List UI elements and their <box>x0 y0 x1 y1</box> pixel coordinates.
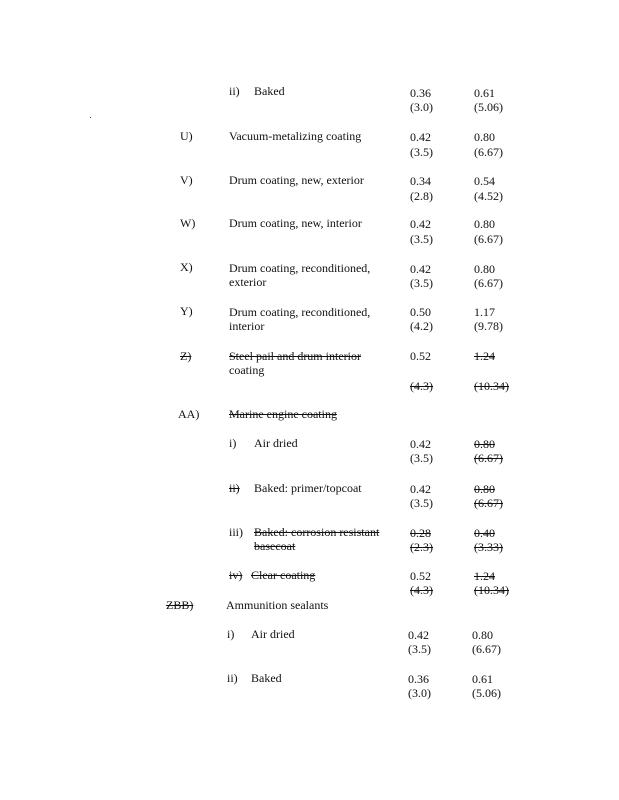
row-value-2: 1.24 <box>474 569 495 583</box>
row-description: Drum coating, reconditioned, <box>229 305 371 319</box>
row-value-1: 0.28 <box>410 526 431 540</box>
row-value-1-metric: (3.5) <box>410 496 433 510</box>
row-description: Marine engine coating <box>229 407 337 421</box>
row-value-2: 0.80 <box>474 217 495 231</box>
row-value-1-metric: (4.2) <box>410 319 433 333</box>
row-value-1-metric: (3.5) <box>408 642 431 656</box>
row-value-2-metric: (5.06) <box>472 686 501 700</box>
row-sub-label: i) <box>227 627 235 641</box>
row-description: Baked <box>254 84 285 98</box>
row-value-2: 0.80 <box>474 437 495 451</box>
row-description-cont: exterior <box>229 275 267 289</box>
row-description: Air dried <box>254 436 298 450</box>
row-value-2-metric: (9.78) <box>474 319 503 333</box>
row-value-2: 0.80 <box>474 482 495 496</box>
row-value-1-metric: (3.0) <box>408 686 431 700</box>
row-letter: ZBB) <box>166 598 194 612</box>
row-value-2-metric: (6.67) <box>472 642 501 656</box>
row-value-1-metric: (3.5) <box>410 451 433 465</box>
row-description-cont: coating <box>229 363 265 377</box>
row-value-2: 0.40 <box>474 526 495 540</box>
row-description: Drum coating, new, interior <box>229 216 362 230</box>
row-description: Baked: primer/topcoat <box>254 481 362 495</box>
row-value-2: 0.80 <box>474 262 495 276</box>
row-letter: V) <box>180 173 193 187</box>
row-value-1: 0.42 <box>408 628 429 642</box>
row-letter: W) <box>180 216 196 230</box>
row-value-1: 0.50 <box>410 305 431 319</box>
row-sub-label: iii) <box>229 525 243 539</box>
row-letter: U) <box>180 129 193 143</box>
row-description: Ammunition sealants <box>226 598 329 612</box>
row-description: Drum coating, new, exterior <box>229 173 364 187</box>
row-value-2-metric: (6.67) <box>474 276 503 290</box>
row-value-2: 0.54 <box>474 174 495 188</box>
row-value-2: 0.80 <box>472 628 493 642</box>
row-value-2: 1.24 <box>474 349 495 363</box>
row-value-2: 0.61 <box>472 672 493 686</box>
row-value-1: 0.42 <box>410 437 431 451</box>
row-letter: Y) <box>180 304 193 318</box>
row-value-2-metric: (3.33) <box>474 540 503 554</box>
row-description: Drum coating, reconditioned, <box>229 261 371 275</box>
row-description: Baked <box>251 671 282 685</box>
row-description: Steel pail and drum interior <box>229 349 361 363</box>
row-value-1: 0.42 <box>410 482 431 496</box>
row-letter: X) <box>180 260 193 274</box>
row-value-1: 0.42 <box>410 262 431 276</box>
row-description: Clear coating <box>251 568 316 582</box>
row-value-2: 0.61 <box>474 86 495 100</box>
row-value-2: 0.80 <box>474 130 495 144</box>
row-value-1-metric: (2.3) <box>410 540 433 554</box>
row-description: Vacuum-metalizing coating <box>229 129 362 143</box>
row-value-1: 0.42 <box>410 130 431 144</box>
row-value-2-metric: (6.67) <box>474 145 503 159</box>
row-value-1-metric: (4.3) <box>410 379 433 393</box>
row-letter: Z) <box>180 349 192 363</box>
row-letter: AA) <box>178 407 200 421</box>
row-description: Baked: corrosion resistant <box>254 525 380 539</box>
row-value-2-metric: (10.34) <box>474 583 509 597</box>
row-value-2-metric: (4.52) <box>474 189 503 203</box>
row-sub-label: ii) <box>229 481 240 495</box>
row-sub-label: iv) <box>229 568 243 582</box>
row-value-2: 1.17 <box>474 305 495 319</box>
stray-mark <box>90 117 91 118</box>
row-sub-label: ii) <box>229 84 240 98</box>
row-value-1: 0.52 <box>410 349 431 363</box>
row-sub-label: ii) <box>227 671 238 685</box>
row-value-1-metric: (3.5) <box>410 232 433 246</box>
row-sub-label: i) <box>229 436 237 450</box>
row-value-1: 0.34 <box>410 174 431 188</box>
row-value-1: 0.52 <box>410 569 431 583</box>
row-description: Air dried <box>251 627 295 641</box>
row-value-1-metric: (2.8) <box>410 189 433 203</box>
row-value-1: 0.36 <box>408 672 429 686</box>
row-value-2-metric: (6.67) <box>474 451 503 465</box>
row-value-1-metric: (3.0) <box>410 100 433 114</box>
row-value-2-metric: (6.67) <box>474 232 503 246</box>
row-description-cont: basecoat <box>254 539 296 553</box>
row-value-2-metric: (5.06) <box>474 100 503 114</box>
row-value-1-metric: (3.5) <box>410 276 433 290</box>
row-value-2-metric: (6.67) <box>474 496 503 510</box>
row-value-2-metric: (10.34) <box>474 379 509 393</box>
row-value-1-metric: (3.5) <box>410 145 433 159</box>
row-description-cont: interior <box>229 319 265 333</box>
row-value-1-metric: (4.3) <box>410 583 433 597</box>
row-value-1: 0.42 <box>410 217 431 231</box>
row-value-1: 0.36 <box>410 86 431 100</box>
